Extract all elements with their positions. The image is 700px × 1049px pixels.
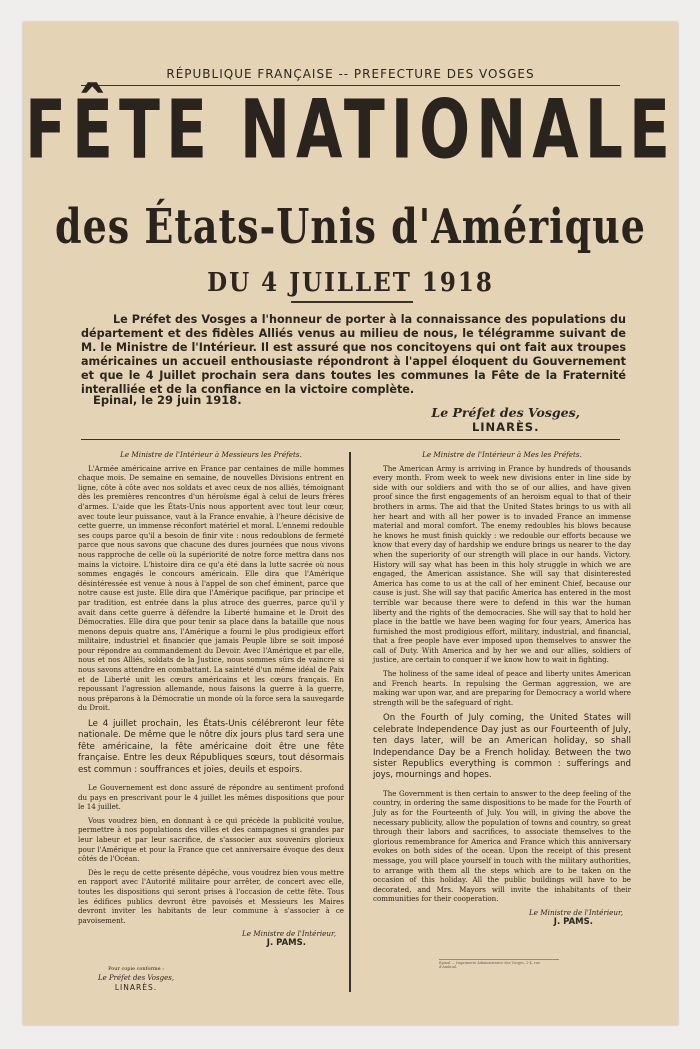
french-paragraph-1: L'Armée américaine arrive en France par centaines de mille hommes chaque mois. De semaine en semaine, de nouvelles Divisions entrent en ligne, côte à côte avec nos soldats et avec ceux de nos alliés, témoignant dès les premières rencontres d'un héroïsme égal à celui de leurs frères d'armes. L'aide que les États-Unis nous apportent avec tout leur cœur, avec toute leur puissance, vaut à la France envahie, à l'heure décisive de cette guerre, un immense réconfort matériel et moral. L'ennemi redouble ses coups parce qu'il a besoin de finir vite : nous redoublons de fermeté parce que nous savons que chacune des dures journées que nous vivons nous rapproche de celle où la supériorité de notre force mettra dans nos mains la victoire. L'histoire dira ce qu'a été dans la lutte sacrée où nous sommes engagés le concours américain. Elle dira que l'Amérique désintéressée est venue à nous à l'appel de son chef éminent, parce que notre cause est juste. Elle dira que l'Amérique pacifique, par principe et par tradition, est entrée dans la plus atroce des guerres, parce qu'il y avait dans cette guerre à défendre la Liberté humaine et le Droit des Démocraties. Elle dira que pour tenir sa place dans la bataille que nous menons depuis quatre ans, l'Amérique a fourni le plus prodigieux effort militaire, industriel et financier que jamais Peuple libre se soit imposé pour répondre au commandement du Devoir. Avec l'Amérique et par elle, nous et nos Alliés, soldats de la Justice, nous sommes sûrs de vaincre si nous savons attendre en combattant. La sainteté d'un même idéal de Paix et de Liberté unit les cœurs américains et les cœurs français. En repoussant l'agression allemande, nous faisons la guerre à la guerre, nous préparons à la Démocratie un monde où la force sera la sauvegarde du Droit. xyxy=(78,463,344,713)
poster-title: FÊTE NATIONALE xyxy=(25,83,676,178)
french-signature-title: Le Ministre de l'Intérieur, xyxy=(241,929,336,939)
republique-header: RÉPUBLIQUE FRANÇAISE -- PREFECTURE DES VOSGES xyxy=(166,67,535,81)
intro-paragraph: Le Préfet des Vosges a l'honneur de porter à la connaissance des populations du département et des fidèles Alliés venus au milieu de nous, le télégramme suivant de M. le Ministre de l'Intérieur. Il est assuré que nos concitoyens qui ont fait aux troupes américaines un accueil enthousiaste répondront à l'appel éloquent du Gouvernement et que le 4 Juillet prochain sera dans toutes les communes la Fête de la Fraternité interalliée et de la confiance en la victoire complète. xyxy=(81,313,626,396)
column-divider xyxy=(349,452,351,992)
middle-rule xyxy=(81,439,620,440)
french-paragraph-2: Le 4 juillet prochain, les États-Unis célébreront leur fête nationale. De même que le nôtre dix jours plus tard sera une fête américaine, la fête américaine doit être une fête française. Entre les deux Républiques sœurs, tout désormais est commun : souffrances et joies, deuils et espoirs. xyxy=(78,719,344,775)
french-paragraph-5: Dès le reçu de cette présente dépêche, vous voudrez bien vous mettre en rapport avec l'Autorité militaire pour arrêter, de concert avec elle, toutes les dispositions qui seront prises à l'occasion de cette fête. Tous les édifices publics devront être pavoisés et Messieurs les Maires devront inviter les habitants de leur commune à s'associer à ce pavoisement. xyxy=(78,867,344,925)
copie-conforme xyxy=(81,966,191,993)
prefet-name: LINARÈS. xyxy=(471,420,540,434)
prefet-signature xyxy=(431,405,580,434)
english-paragraph-3: On the Fourth of July coming, the United States will celebrate Independence Day just as our Fourteenth of July, ten days later, will be an American holiday, so shall Independance Day be a French holiday. Between the two sister Republics everything is common : sufferings and joys, mournings and hopes. xyxy=(373,713,631,781)
place-date: Epinal, le 29 juin 1918. xyxy=(93,393,242,407)
copie-line-1: Pour copie conforme : xyxy=(108,966,164,972)
english-paragraph-2: The holiness of the same ideal of peace and liberty unites American and French hearts. In repulsing the German aggression, we are making war upon war, and are preparing for Democracy a world where strength will be the safeguard of right. xyxy=(373,669,631,707)
english-signature-name: J. PAMS. xyxy=(553,916,593,927)
french-column xyxy=(78,450,344,952)
prefet-title: Le Préfet des Vosges, xyxy=(431,405,580,420)
poster-date: DU 4 JUILLET 1918 xyxy=(207,267,494,299)
printer-imprint: Epinal — Imprimerie Administrative des Vosges, 2-4, rue d'Ambrail. xyxy=(439,959,559,969)
english-paragraph-1: The American Army is arriving in France by hundreds of thousands every month. From week to week new divisions enter in line side by side with our soldiers and with tho se of our allies, and have given proof since the first engagements of an heroism equal to that of their brothers in arms. The aid that the United States brings to us with all her heart and with all her power is to invaded France an immense material and moral comfort. The enemy redoubles his blows because he knows he must finish quickly : we redouble our efforts because we know that every day of hardship we endure brings us nearer to the day when the superiority of our strength will place in our hands. Victory. History will say what has been in this holy struggle in which we are engaged, the American assistance. She will say that disinterested America has come to us at the call of her eminent Chief, because our cause is just. She will say that pacific America has entered in the most terrible war because there were to defend in this war the human liberty and the rights of the democracies. She will say that to hold her place in the battle we have been waging for four years, America has furnished the most prodigious effort, military, industrial, and financial, that a free people have ever imposed upon themselves to answer the call of Duty. With America and by her we and our allies, soldiers of justice, are certain to conquer if we know how to wait in fighting. xyxy=(373,463,631,665)
french-heading: Le Ministre de l'Intérieur à Messieurs les Préfets. xyxy=(120,450,302,459)
poster-sheet xyxy=(23,22,678,1025)
french-signature-name: J. PAMS. xyxy=(266,937,306,948)
copie-line-3: LINARÈS. xyxy=(114,983,158,992)
english-paragraph-4: The Government is then certain to answer to the deep feeling of the country, in ordering the same dispositions to be made for the Fourth of July as for the Fourteenth of July. You will, in giving the above the necessary publicity, allow the population of towns and country, so great through their labors and sacrifices, to associate themselves to the glorious remembrance for America and France which this anniversary evokes on both sides of the ocean. Upon the receipt of this present message, you will place yourself in touch with the military authorities, to arrange with them all the steps which are to be taken on the occasion of this holiday. All the public buildings will have to be decorated, and Mrs. Mayors will invite the inhabitants of their communities for their cooperation. xyxy=(373,788,631,904)
date-rule xyxy=(291,301,413,303)
english-signature-title: Le Ministre de l'Intérieur, xyxy=(528,908,623,917)
french-paragraph-4: Vous voudrez bien, en donnant à ce qui précède la publicité voulue, permettre à nos populations des villes et des campagnes si grandes par leur labeur et par leur sacrifice, de s'associer aux souvenirs glorieux pour l'Amérique et pour la France que cet anniversaire évoque des deux côtés de l'Océan. xyxy=(78,815,344,864)
poster-subtitle: des États-Unis d'Amérique xyxy=(55,198,646,255)
english-column xyxy=(373,450,631,930)
copie-line-2: Le Préfet des Vosges, xyxy=(97,974,175,982)
french-paragraph-3: Le Gouvernement est donc assuré de répondre au sentiment profond du pays en prescrivant pour le 4 juillet les mêmes dispositions que pour le 14 juillet. xyxy=(78,783,344,812)
english-heading: Le Ministre de l'Intérieur à Mes les Préfets. xyxy=(422,450,582,459)
